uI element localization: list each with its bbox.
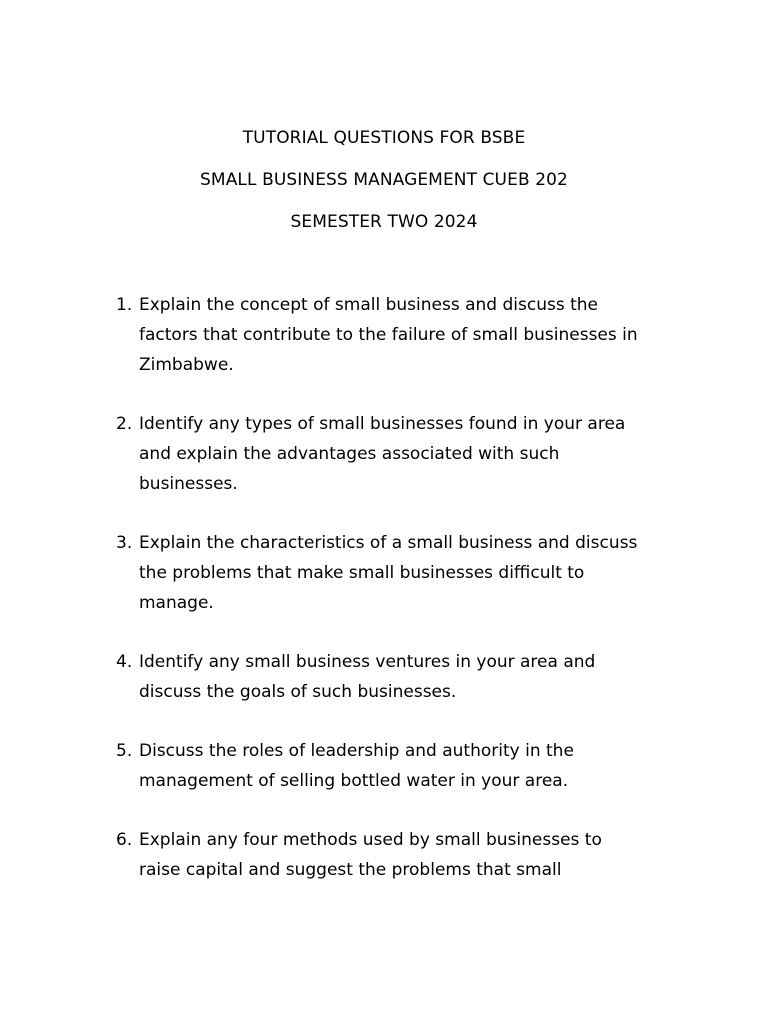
- question-number: 2.: [116, 414, 133, 434]
- question-item: [116, 409, 686, 499]
- question-text-line: and explain the advantages associated with such: [139, 444, 560, 464]
- question-text-line: Explain the concept of small business and discuss the: [139, 295, 598, 315]
- question-text-line: factors that contribute to the failure of small businesses in: [139, 325, 638, 345]
- question-number: 4.: [116, 652, 133, 672]
- question-item: [116, 736, 686, 796]
- course-title: SMALL BUSINESS MANAGEMENT CUEB 202: [200, 170, 568, 190]
- question-text-line: manage.: [139, 593, 214, 613]
- question-text-line: management of selling bottled water in your area.: [139, 771, 569, 791]
- document-title: TUTORIAL QUESTIONS FOR BSBE: [242, 128, 526, 148]
- question-text-line: Explain the characteristics of a small business and discuss: [139, 533, 638, 553]
- question-text-line: Explain any four methods used by small businesses to: [139, 830, 602, 850]
- question-item: [116, 290, 686, 380]
- question-number: 6.: [116, 830, 133, 850]
- question-text-line: Identify any types of small businesses found in your area: [139, 414, 626, 434]
- question-list: [116, 290, 686, 914]
- question-item: [116, 825, 686, 885]
- question-text-line: Zimbabwe.: [139, 355, 234, 375]
- question-item: [116, 647, 686, 707]
- question-text-line: discuss the goals of such businesses.: [139, 682, 457, 702]
- semester-label: SEMESTER TWO 2024: [290, 212, 478, 232]
- question-item: [116, 528, 686, 618]
- question-number: 5.: [116, 741, 133, 761]
- question-text-line: Identify any small business ventures in your area and: [139, 652, 596, 672]
- question-number: 3.: [116, 533, 133, 553]
- question-text-line: raise capital and suggest the problems that small: [139, 860, 562, 880]
- question-text-line: Discuss the roles of leadership and authority in the: [139, 741, 574, 761]
- question-number: 1.: [116, 295, 133, 315]
- question-text-line: the problems that make small businesses difficult to: [139, 563, 585, 583]
- question-text-line: businesses.: [139, 474, 238, 494]
